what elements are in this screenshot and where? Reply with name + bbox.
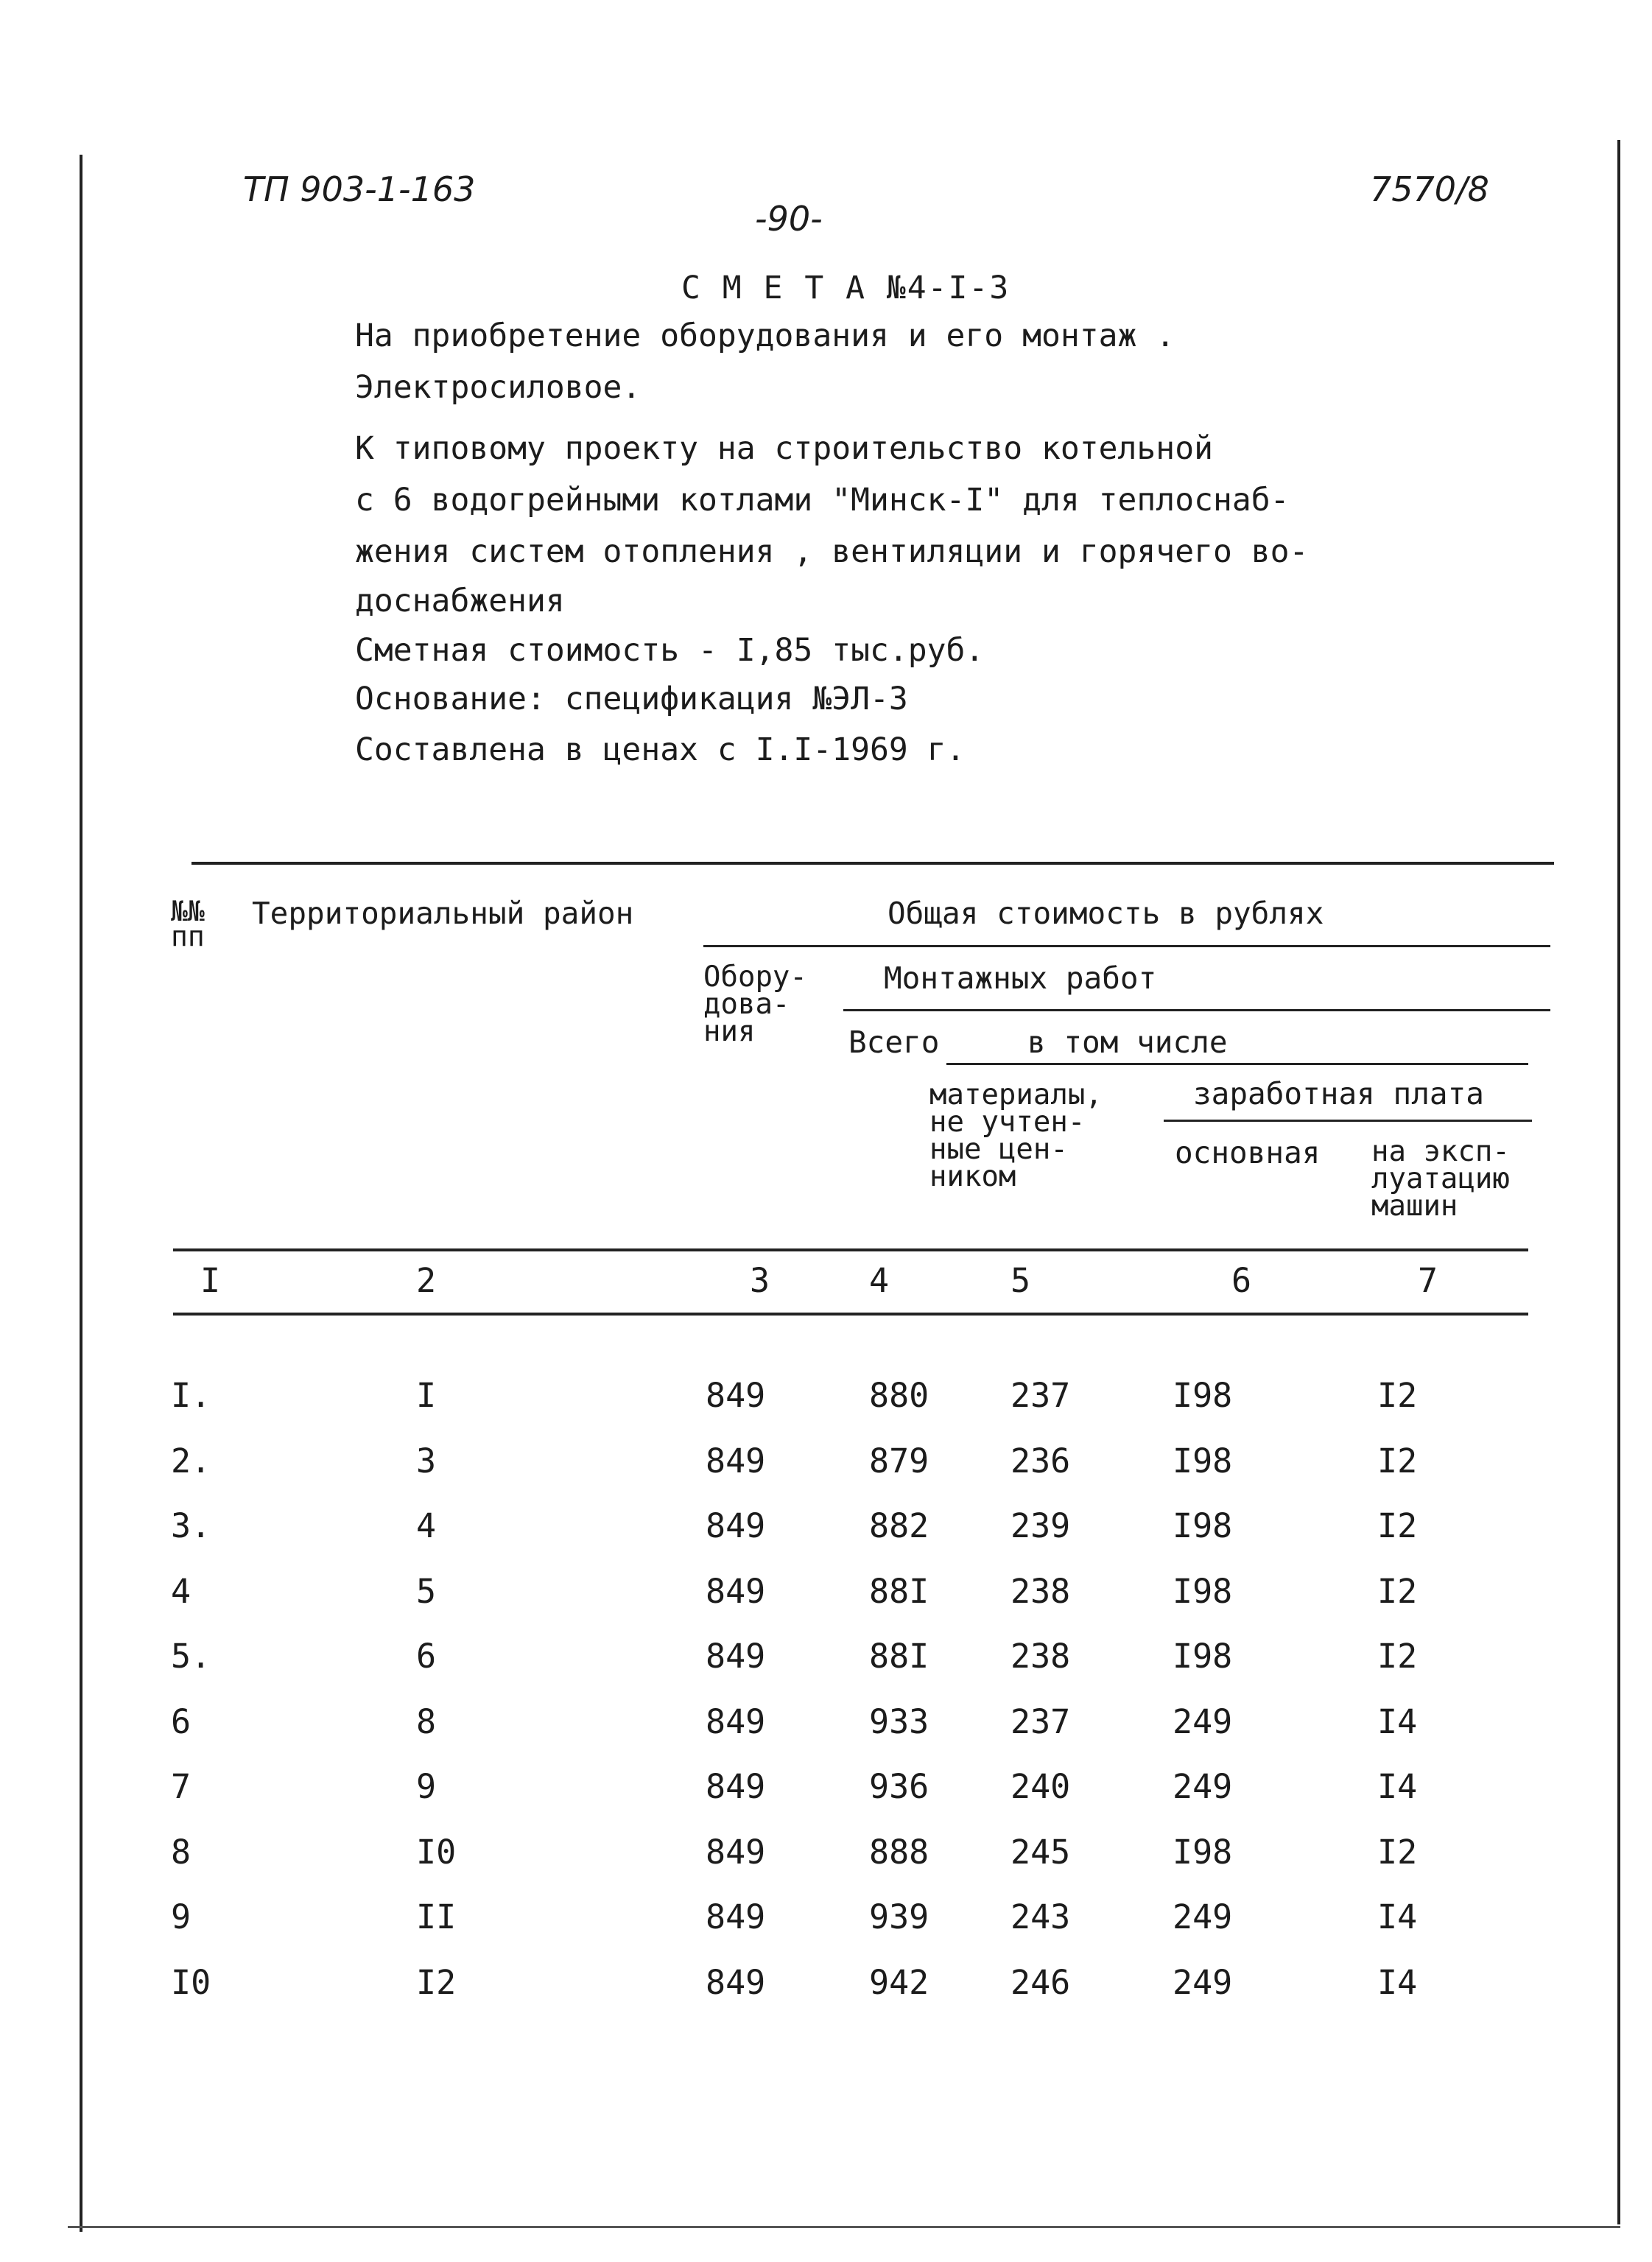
- basic-wage-cell: I98: [1173, 1572, 1233, 1611]
- region-cell: 6: [416, 1637, 437, 1676]
- bottom-border: [68, 2226, 1620, 2228]
- total-cell: 879: [869, 1441, 929, 1481]
- column-number: 7: [1418, 1261, 1438, 1300]
- basic-wage-cell: I98: [1173, 1441, 1233, 1481]
- document-title: С М Е Т А №4-I-3: [681, 270, 1010, 306]
- sheet-reference: 7570/8: [1370, 169, 1489, 209]
- region-cell: II: [416, 1897, 457, 1936]
- rule-under-installation: [843, 1009, 1550, 1011]
- equipment-cell: 849: [706, 1767, 766, 1806]
- materials-cell: 238: [1010, 1637, 1071, 1676]
- total-cell: 88I: [869, 1572, 929, 1611]
- header-machines: на эксп- луатацию машин: [1371, 1135, 1510, 1223]
- basic-wage-cell: I98: [1173, 1376, 1233, 1415]
- rule-under-total-cost: [703, 945, 1550, 947]
- region-cell: 9: [416, 1767, 437, 1806]
- rule-above-column-numbers: [173, 1248, 1528, 1251]
- total-cell: 939: [869, 1897, 929, 1936]
- row-number: 8: [171, 1833, 191, 1872]
- description-line: Сметная стоимость - I,85 тыс.руб.: [355, 632, 985, 669]
- total-cell: 888: [869, 1833, 929, 1872]
- machine-wage-cell: I4: [1377, 1767, 1418, 1806]
- machine-wage-cell: I2: [1377, 1572, 1418, 1611]
- machine-wage-cell: I4: [1377, 1702, 1418, 1741]
- region-cell: 3: [416, 1441, 437, 1481]
- header-equipment: Обору- дова- ния: [703, 960, 807, 1049]
- header-no: №№ пп: [171, 895, 205, 953]
- equipment-cell: 849: [706, 1376, 766, 1415]
- materials-cell: 237: [1010, 1702, 1071, 1741]
- column-number: 6: [1231, 1261, 1252, 1300]
- materials-cell: 246: [1010, 1963, 1071, 2002]
- column-number: 5: [1010, 1261, 1031, 1300]
- machine-wage-cell: I2: [1377, 1637, 1418, 1676]
- materials-cell: 236: [1010, 1441, 1071, 1481]
- row-number: 3.: [171, 1506, 211, 1545]
- column-number: 3: [750, 1261, 770, 1300]
- basic-wage-cell: I98: [1173, 1833, 1233, 1872]
- description-line: с 6 водогрейными котлами "Минск-I" для теплоснаб-: [355, 482, 1290, 519]
- header-installation: Монтажных работ: [884, 960, 1157, 996]
- basic-wage-cell: I98: [1173, 1506, 1233, 1545]
- column-number: 2: [416, 1261, 437, 1300]
- total-cell: 936: [869, 1767, 929, 1806]
- equipment-cell: 849: [706, 1963, 766, 2002]
- rule-under-wages: [1164, 1120, 1532, 1122]
- equipment-cell: 849: [706, 1833, 766, 1872]
- header-region: Территориальный район: [252, 896, 634, 931]
- equipment-cell: 849: [706, 1506, 766, 1545]
- machine-wage-cell: I2: [1377, 1376, 1418, 1415]
- header-including: в том числе: [1027, 1025, 1228, 1060]
- materials-cell: 243: [1010, 1897, 1071, 1936]
- row-number: 7: [171, 1767, 191, 1806]
- rule-under-including: [946, 1063, 1528, 1065]
- total-cell: 880: [869, 1376, 929, 1415]
- materials-cell: 240: [1010, 1767, 1071, 1806]
- equipment-cell: 849: [706, 1897, 766, 1936]
- region-cell: I2: [416, 1963, 457, 2002]
- region-cell: I: [416, 1376, 437, 1415]
- machine-wage-cell: I4: [1377, 1963, 1418, 2002]
- materials-cell: 238: [1010, 1572, 1071, 1611]
- region-cell: 8: [416, 1702, 437, 1741]
- column-number: 4: [869, 1261, 890, 1300]
- total-cell: 882: [869, 1506, 929, 1545]
- header-total: Всего: [848, 1025, 940, 1060]
- column-number: I: [200, 1261, 221, 1300]
- basic-wage-cell: 249: [1173, 1767, 1233, 1806]
- description-line: жения систем отопления , вентиляции и горячего во-: [355, 533, 1309, 570]
- left-border: [80, 155, 82, 2232]
- header-total-cost: Общая стоимость в рублях: [887, 896, 1324, 931]
- row-number: 2.: [171, 1441, 211, 1481]
- right-border: [1617, 140, 1620, 2224]
- equipment-cell: 849: [706, 1637, 766, 1676]
- equipment-cell: 849: [706, 1702, 766, 1741]
- description-line: К типовому проекту на строительство котельной: [355, 430, 1213, 467]
- total-cell: 933: [869, 1702, 929, 1741]
- description-line: Основание: спецификация №ЭЛ-3: [355, 681, 908, 717]
- machine-wage-cell: I2: [1377, 1441, 1418, 1481]
- description-line: Составлена в ценах с I.I-1969 г.: [355, 731, 966, 768]
- description-line: Электросиловое.: [355, 369, 642, 406]
- materials-cell: 239: [1010, 1506, 1071, 1545]
- machine-wage-cell: I4: [1377, 1897, 1418, 1936]
- region-cell: 5: [416, 1572, 437, 1611]
- basic-wage-cell: 249: [1173, 1702, 1233, 1741]
- region-cell: 4: [416, 1506, 437, 1545]
- rule-below-column-numbers: [173, 1313, 1528, 1316]
- materials-cell: 245: [1010, 1833, 1071, 1872]
- project-code: ТП 903-1-163: [243, 169, 476, 209]
- basic-wage-cell: I98: [1173, 1637, 1233, 1676]
- equipment-cell: 849: [706, 1572, 766, 1611]
- header-materials: материалы, не учтен- ные цен- ником: [929, 1078, 1103, 1194]
- row-number: I.: [171, 1376, 211, 1415]
- region-cell: I0: [416, 1833, 457, 1872]
- machine-wage-cell: I2: [1377, 1833, 1418, 1872]
- header-basic: основная: [1175, 1135, 1321, 1170]
- equipment-cell: 849: [706, 1441, 766, 1481]
- row-number: I0: [171, 1963, 211, 2002]
- page-number: -90-: [755, 199, 823, 239]
- header-wages: заработная плата: [1193, 1076, 1484, 1111]
- total-cell: 942: [869, 1963, 929, 2002]
- row-number: 6: [171, 1702, 191, 1741]
- basic-wage-cell: 249: [1173, 1897, 1233, 1936]
- description-line: На приобретение оборудования и его монтаж .: [355, 317, 1175, 354]
- row-number: 4: [171, 1572, 191, 1611]
- materials-cell: 237: [1010, 1376, 1071, 1415]
- machine-wage-cell: I2: [1377, 1506, 1418, 1545]
- row-number: 9: [171, 1897, 191, 1936]
- table-top-rule: [191, 862, 1554, 865]
- description-line: доснабжения: [355, 583, 565, 619]
- row-number: 5.: [171, 1637, 211, 1676]
- basic-wage-cell: 249: [1173, 1963, 1233, 2002]
- total-cell: 88I: [869, 1637, 929, 1676]
